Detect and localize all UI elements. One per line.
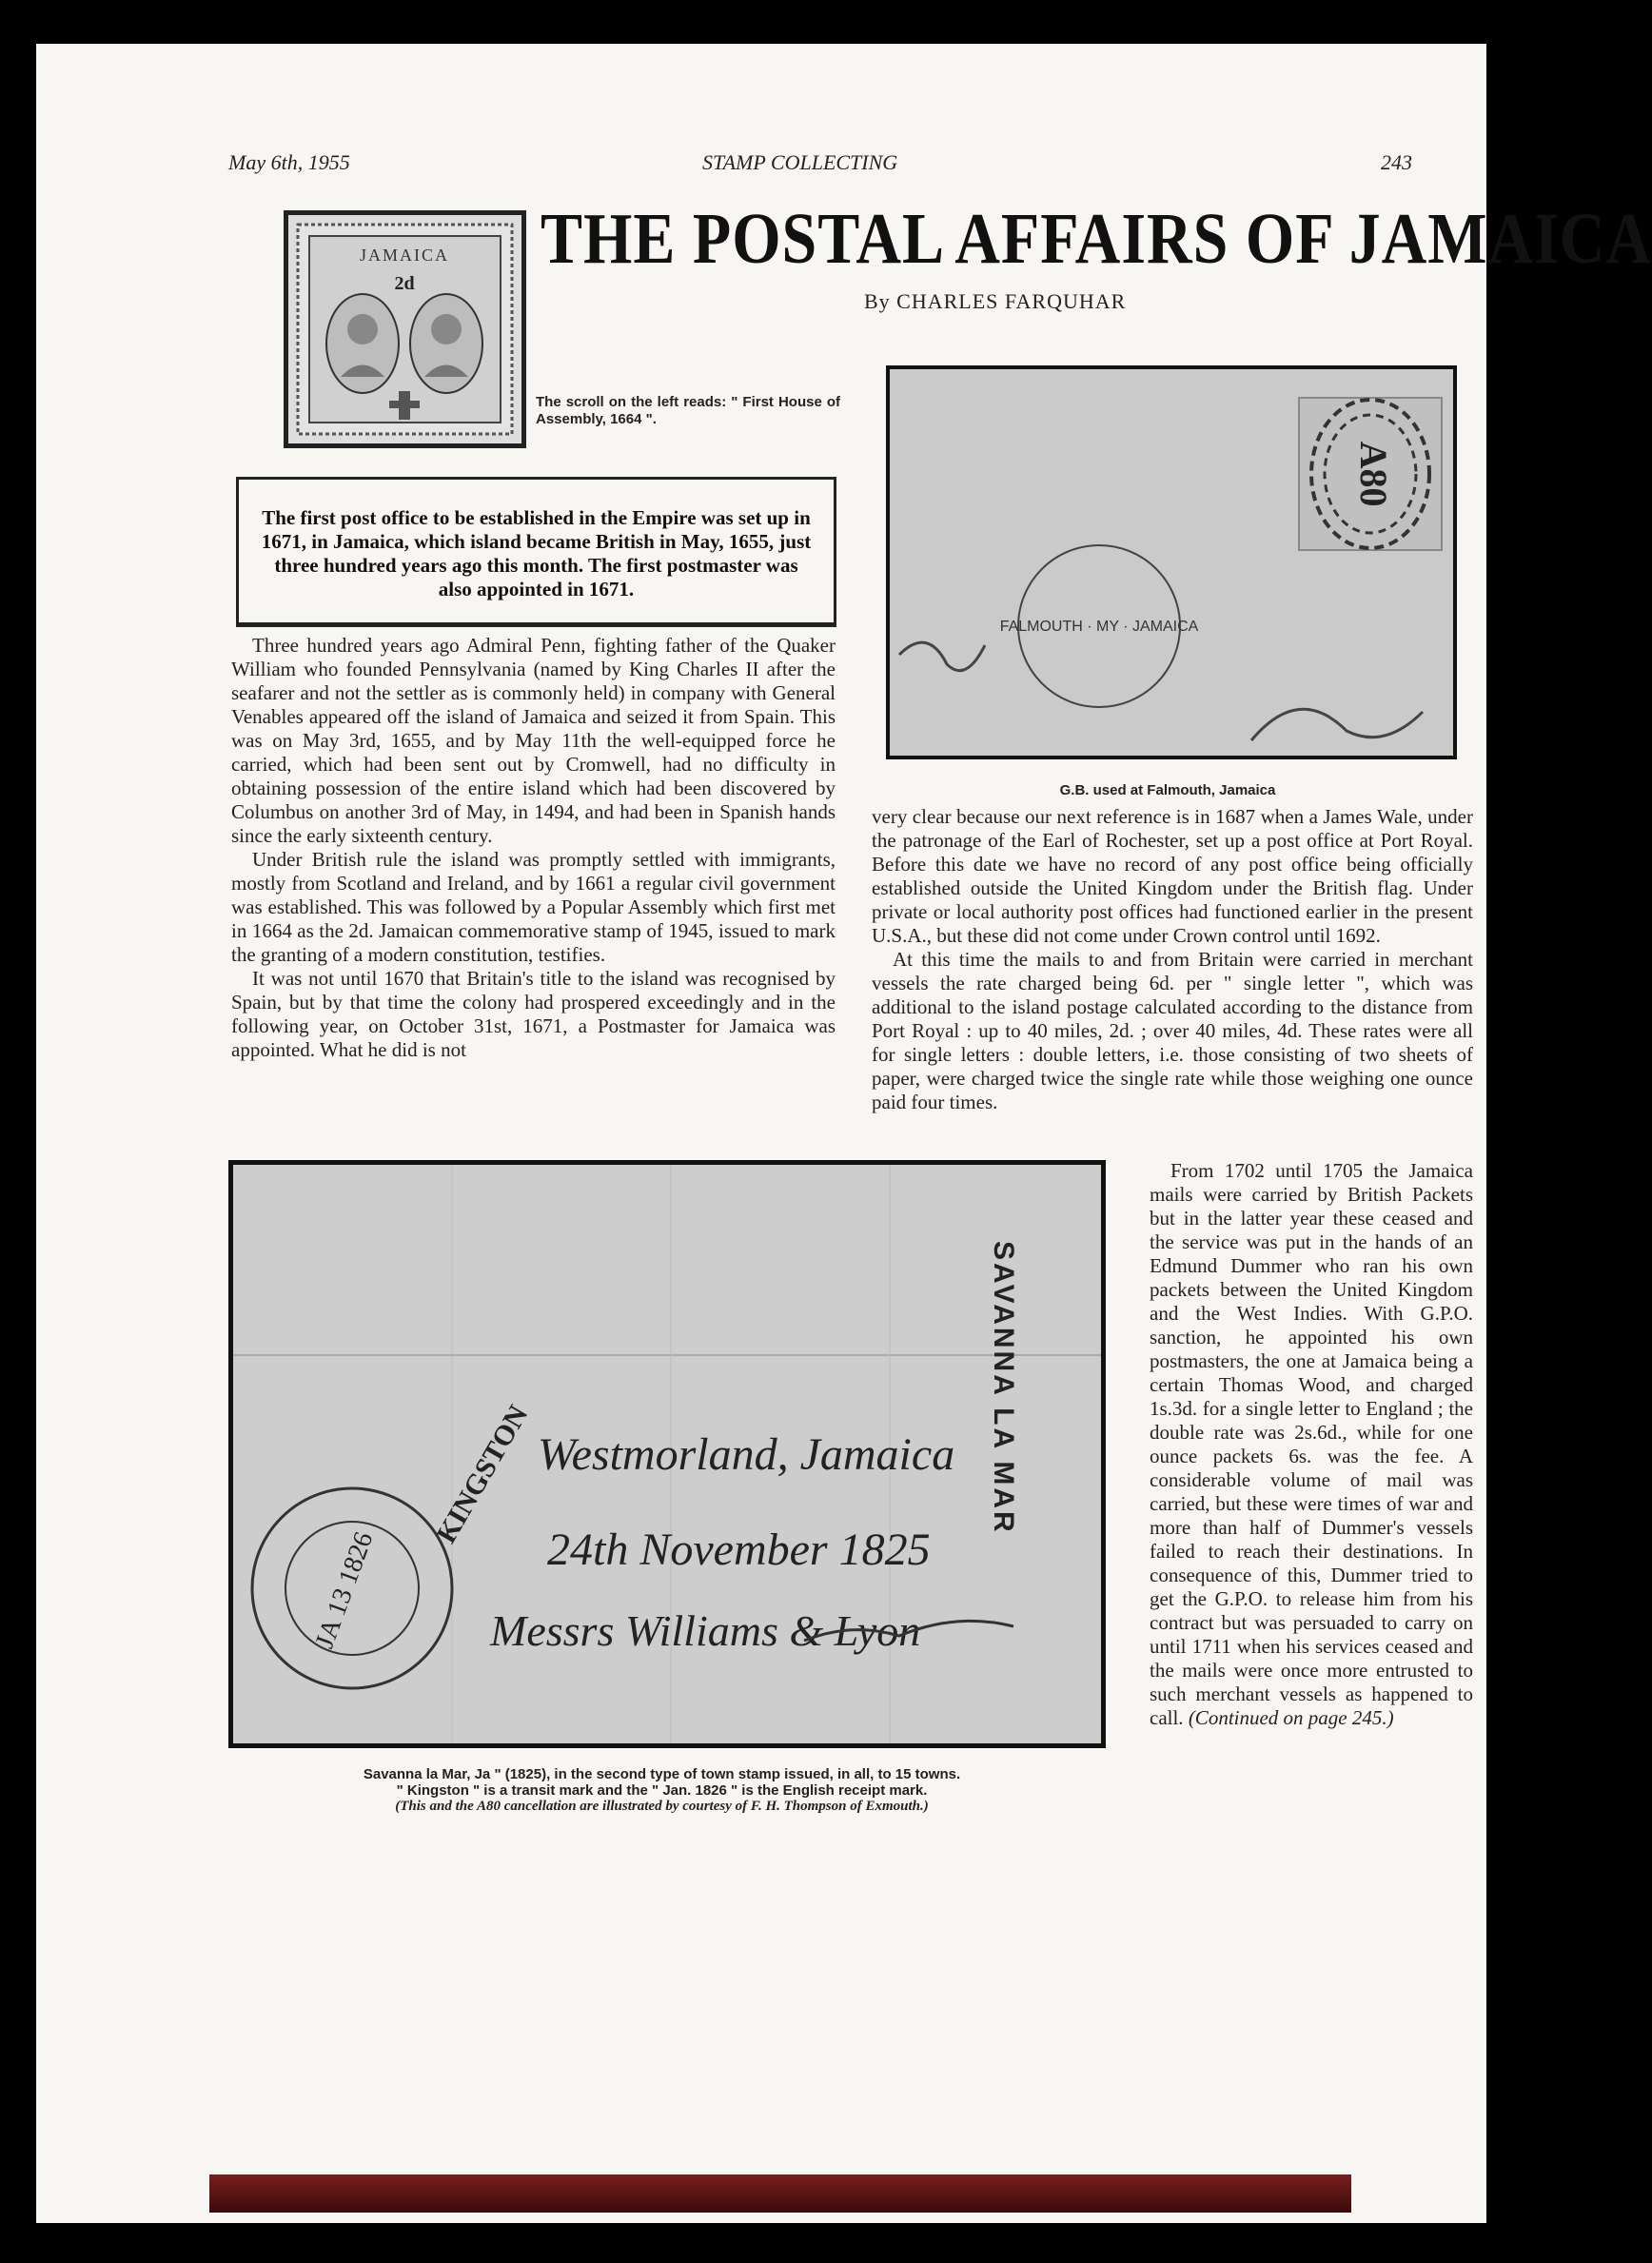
paragraph: very clear because our next reference is in 1687 when a James Wale, under the patronage of the Earl of Rochester, set up a post office at Port Royal. Before this date we have no record of any post office being officially established outside the United Kingdom under the British flag. Under private or local authority post offices had functioned earlier in the present U.S.A., but these did not come under Crown control until 1692. (872, 805, 1473, 947)
falmouth-postmark-text: FALMOUTH · MY · JAMAICA (999, 619, 1199, 635)
paragraph: At this time the mails to and from Britain were carried in merchant vessels the rate charged being 6d. per " single letter ", which was additional to the island postage calculated according to the distance from Port Royal : up to 40 miles, 2d. ; over 40 miles, 4d. These rates were all for single letters : double letters, i.e. those consisting of two sheets of paper, were charged twice the single rate while those weighing one ounce paid four times. (872, 948, 1473, 1113)
paragraph (1150, 1159, 1473, 1730)
byline: By CHARLES FARQUHAR (864, 289, 1127, 313)
header-page-number: 243 (1381, 150, 1412, 174)
savanna-la-mar-cover-photo (228, 1160, 1106, 1748)
stamp-image (284, 210, 526, 448)
paragraph: It was not until 1670 that Britain's title to the island was recognised by Spain, but by that time the colony had prospered exceedingly and in the following year, on October 31st, 1671, a Postmaster for Jamaica was appointed. What he did is not (231, 967, 836, 1061)
handwriting-line3: Messrs Williams & Lyon (490, 1606, 921, 1655)
caption-line: Savanna la Mar, Ja " (1825), in the second type of town stamp issued, in all, to 15 towns. (363, 1766, 961, 1782)
header-publication: STAMP COLLECTING (702, 150, 898, 174)
falmouth-cover-drawing (890, 369, 1453, 756)
continued-note: (Continued on page 245.) (1188, 1706, 1394, 1729)
stamp-value: 2d (394, 273, 415, 294)
kingston-mark-text: KINGSTON (430, 1400, 535, 1549)
falmouth-cover-photo (886, 365, 1457, 759)
receipt-mark-text: JA 13 1826 (309, 1527, 380, 1653)
savanna-vertical-stamp: SAVANNA LA MAR (988, 1241, 1019, 1535)
intro-box (236, 477, 836, 627)
intro-text: The first post office to be established in the Empire was set up in 1671, in Jamaica, which island became British in May, 1655, just three hundred years ago this month. The first postmaster was also appointed in 1671. (261, 506, 812, 600)
handwriting-line2: 24th November 1825 (547, 1525, 931, 1575)
red-strip (209, 2174, 1351, 2213)
falmouth-caption: G.B. used at Falmouth, Jamaica (1059, 782, 1276, 798)
article-title: THE POSTAL AFFAIRS OF JAMAICA (541, 199, 1652, 280)
paragraph: Under British rule the island was promptly settled with immigrants, mostly from Scotland and Ireland, and by 1661 a regular civil government was established. This was followed by a Popular Assembly which first met in 1664 as the 2d. Jamaican commemorative stamp of 1945, issued to mark the granting of a modern constitution, testifies. (231, 848, 836, 966)
caption-credit: (This and the A80 cancellation are illustrated by courtesy of F. H. Thompson of Exmouth.) (395, 1799, 929, 1814)
narrow-column (1150, 1159, 1473, 1730)
left-column (231, 634, 836, 1062)
right-column (872, 805, 1473, 1114)
caption-line: " Kingston " is a transit mark and the " Jan. 1826 " is the English receipt mark. (396, 1782, 928, 1799)
header-date: May 6th, 1955 (228, 150, 350, 174)
narrow-column-text: From 1702 until 1705 the Jamaica mails were carried by British Packets but in the latter year these ceased and the service was put in the hands of an Edmund Dummer who ran his own packets between the United Kingdom and the West Indies. With G.P.O. sanction, he appointed his own postmasters, the one at Jamaica being a certain Thomas Wood, and charged 1s.3d. for a single letter to England ; the double rate was 2s.6d., while for one ounce packets 6s. was the fee. A considerable volume of mail was carried, but these were times of war and more than half of Dummer's vessels failed to reach their destinations. In consequence of this, Dummer tried to get the G.P.O. to release him from his contract but was persuaded to carry on until 1711 when his services ceased and the mails were once more entrusted to such merchant vessels as happened to call. (1150, 1159, 1473, 1729)
savanna-cover-drawing (233, 1165, 1101, 1743)
magazine-page (36, 44, 1652, 2223)
stamp-country: JAMAICA (359, 246, 450, 265)
savanna-caption (217, 1766, 1107, 1815)
a80-cancel-text: A80 (1352, 441, 1395, 507)
stamp-caption: The scroll on the left reads: " First House of Assembly, 1664 ". (536, 394, 840, 427)
stamp-drawing (288, 215, 521, 443)
handwriting-line1: Westmorland, Jamaica (538, 1429, 955, 1480)
paragraph: Three hundred years ago Admiral Penn, fighting father of the Quaker William who founded Pennsylvania (named by King Charles II after the seafarer and not the settler as is commonly held) in company with General Venables appeared off the island of Jamaica and seized it from Spain. This was on May 3rd, 1655, and by May 11th the well-equipped force he carried, which had been sent out by Cromwell, had no difficulty in obtaining possession of the entire island which had been discovered by Columbus on another 3rd of May, in 1494, and had been in Spanish hands since the early sixteenth century. (231, 634, 836, 847)
